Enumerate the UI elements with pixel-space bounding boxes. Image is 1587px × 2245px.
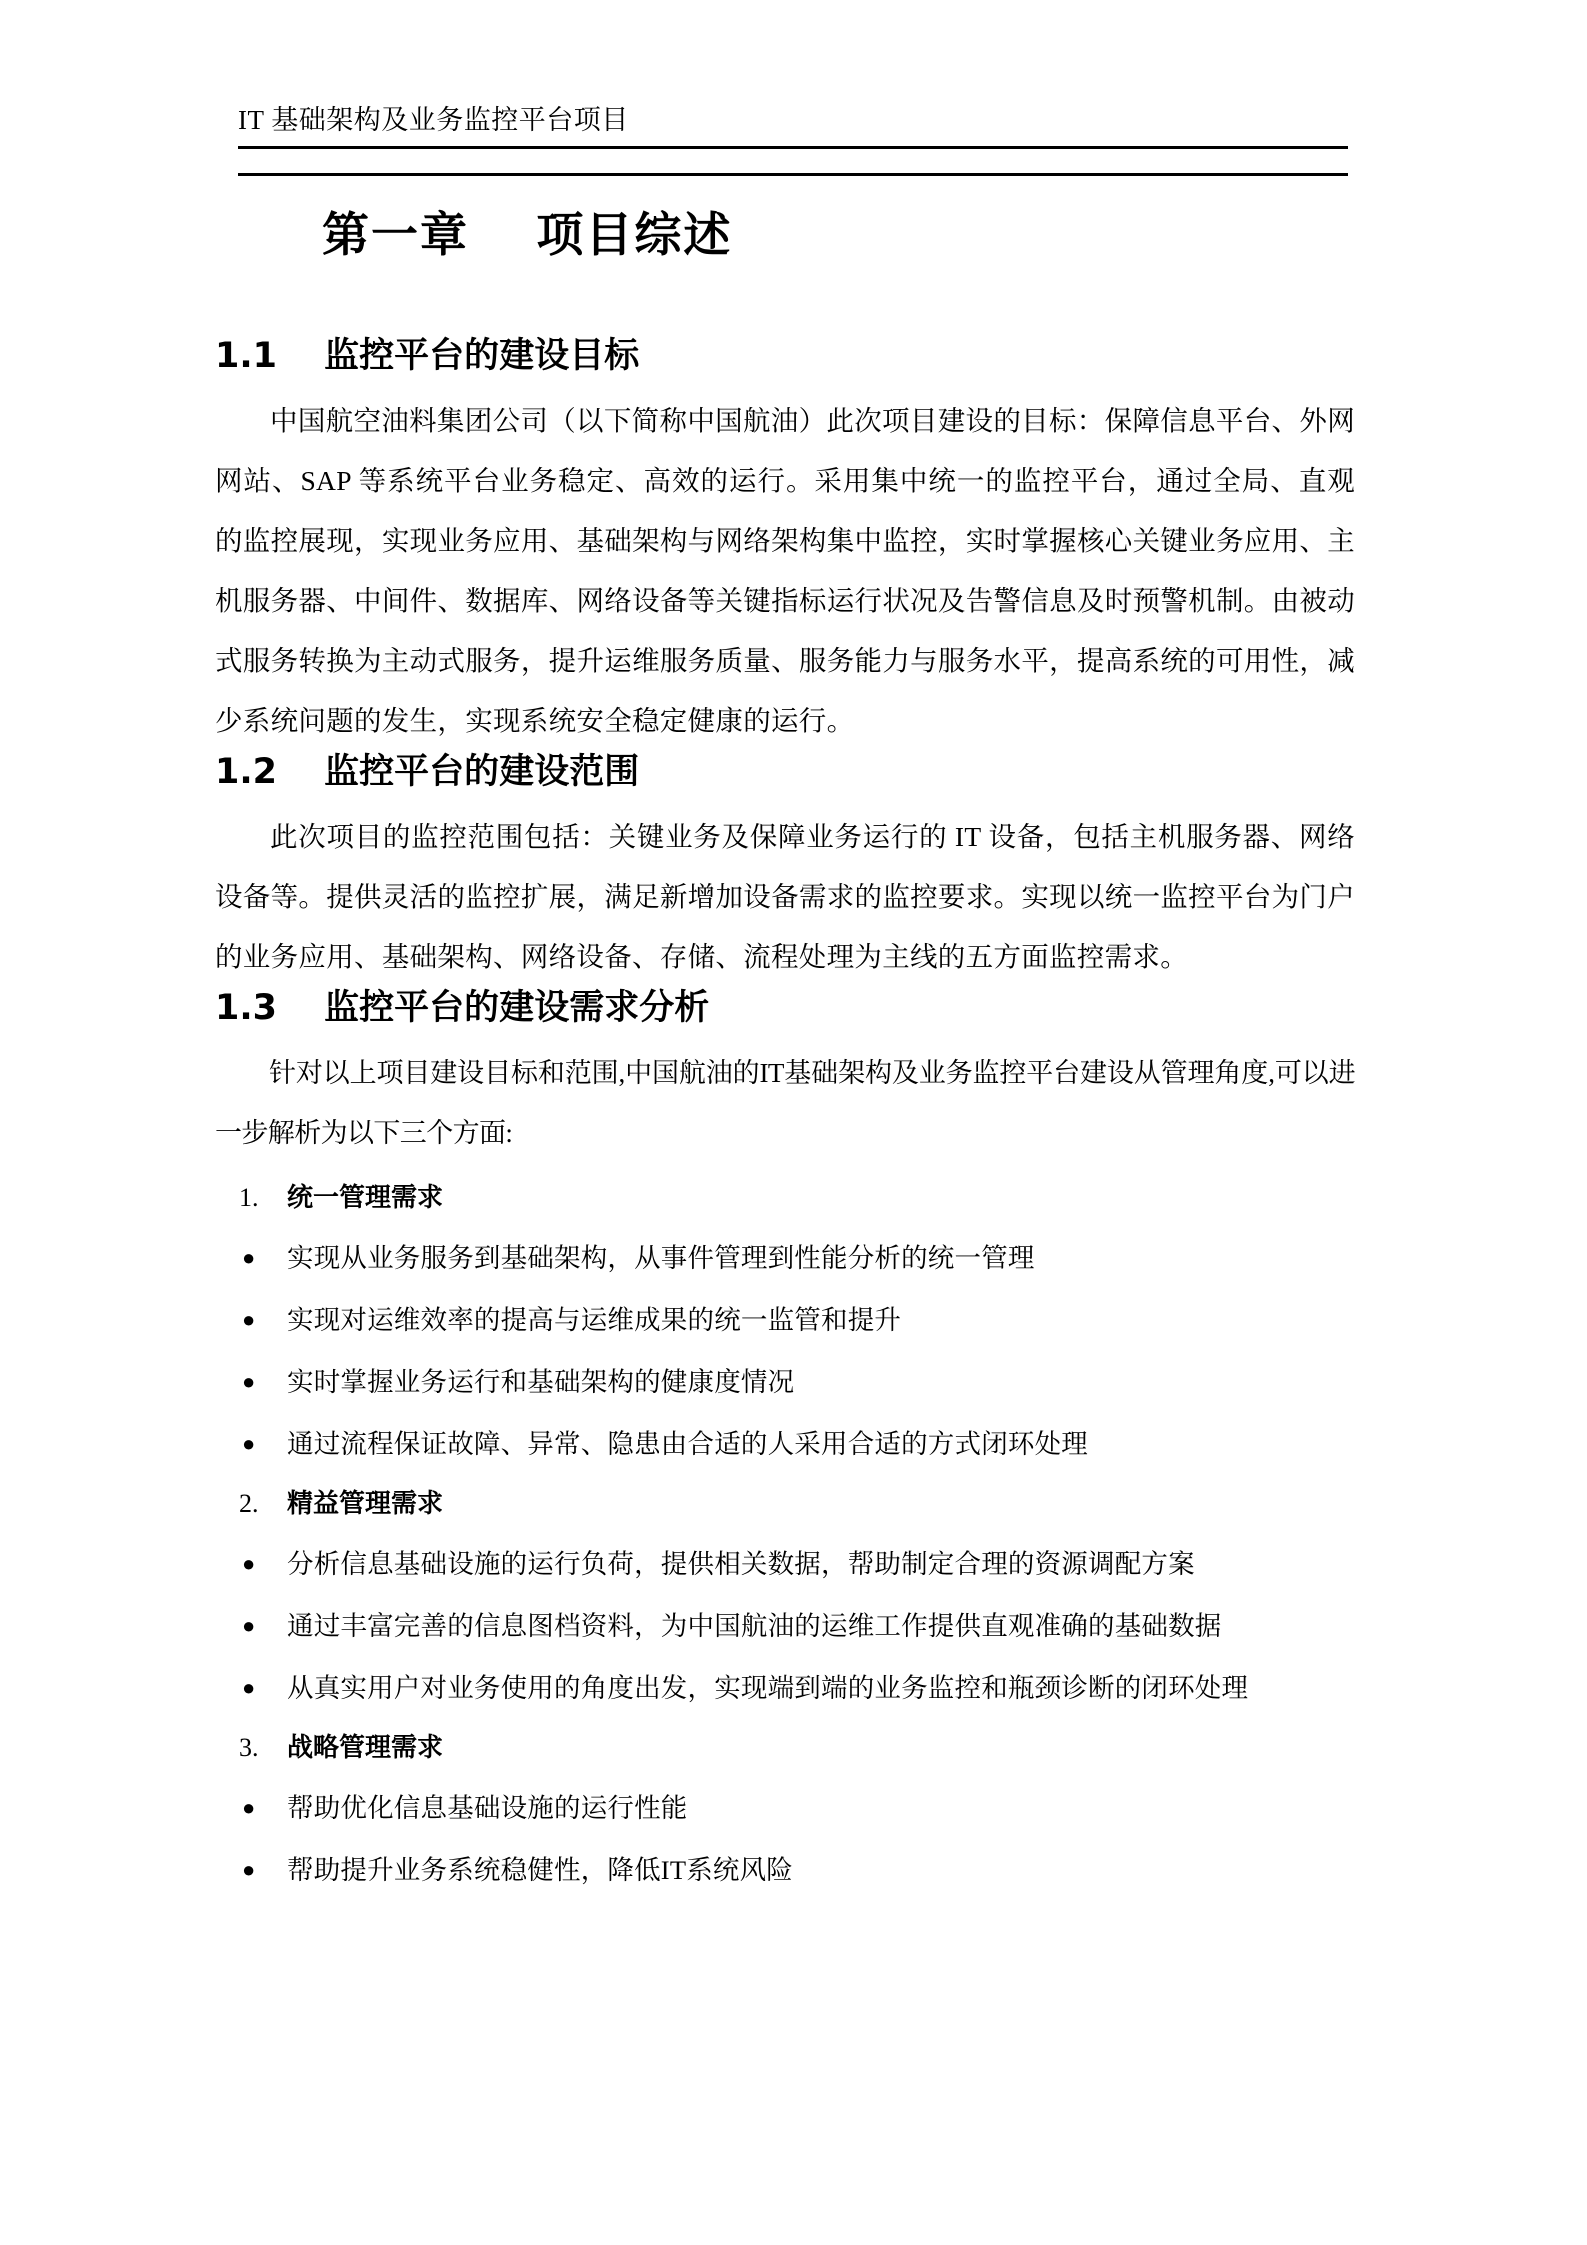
requirement-group-number: 3. <box>239 1733 259 1762</box>
requirement-bullet-text: 实现从业务服务到基础架构，从事件管理到性能分析的统一管理 <box>287 1243 1035 1273</box>
bullet-dot-icon: ● <box>242 1613 256 1638</box>
section-paragraph-1-2: 此次项目的监控范围包括：关键业务及保障业务运行的 IT 设备，包括主机服务器、网络设备等。提供灵活的监控扩展，满足新增加设备需求的监控要求。实现以统一监控平台为门户的业务应用、基础架构、网络设备、存储、流程处理为主线的五方面监控需求。 <box>215 821 1355 972</box>
requirement-group-title <box>239 1169 1355 1227</box>
requirement-bullet-item <box>242 1533 1355 1595</box>
chapter-title: 第一章 项目综述 <box>322 208 733 263</box>
header-title: IT 基础架构及业务监控平台项目 <box>238 105 629 135</box>
bullet-dot-icon: ● <box>242 1369 256 1394</box>
requirement-bullet-list <box>215 1533 1355 1719</box>
requirement-group <box>215 1719 1355 1901</box>
bullet-dot-icon: ● <box>242 1857 256 1882</box>
requirement-bullet-list <box>215 1777 1355 1901</box>
section-heading-1-3: 1.3 监控平台的建设需求分析 <box>215 988 710 1028</box>
header-rule-bottom <box>238 173 1348 176</box>
requirement-group-number: 1. <box>239 1183 259 1212</box>
requirement-bullet-item <box>242 1351 1355 1413</box>
bullet-dot-icon: ● <box>242 1307 256 1332</box>
requirement-bullet-text: 从真实用户对业务使用的角度出发，实现端到端的业务监控和瓶颈诊断的闭环处理 <box>287 1673 1249 1703</box>
section-paragraph-1-1: 中国航空油料集团公司（以下简称中国航油）此次项目建设的目标：保障信息平台、外网网站、SAP 等系统平台业务稳定、高效的运行。采用集中统一的监控平台，通过全局、直观的监控展现，实现业务应用、基础架构与网络架构集中监控，实时掌握核心关键业务应用、主机服务器、中间件、数据库、网络设备等关键指标运行状况及告警信息及时预警机制。由被动式服务转换为主动式服务，提升运维服务质量、服务能力与服务水平，提高系统的可用性，减少系统问题的发生，实现系统安全稳定健康的运行。 <box>215 405 1355 736</box>
requirement-group-title <box>239 1719 1355 1777</box>
section-paragraph-1-3: 针对以上项目建设目标和范围,中国航油的IT基础架构及业务监控平台建设从管理角度,可以进一步解析为以下三个方面: <box>215 1058 1355 1148</box>
requirement-bullet-list <box>215 1227 1355 1475</box>
document-body <box>215 335 1355 1901</box>
requirement-group-label: 战略管理需求 <box>287 1733 444 1763</box>
bullet-dot-icon: ● <box>242 1245 256 1270</box>
requirement-bullet-item <box>242 1657 1355 1719</box>
requirement-bullet-text: 实现对运维效率的提高与运维成果的统一监管和提升 <box>287 1305 902 1335</box>
bullet-dot-icon: ● <box>242 1795 256 1820</box>
requirement-group-label: 统一管理需求 <box>287 1183 444 1213</box>
requirement-bullet-text: 分析信息基础设施的运行负荷，提供相关数据，帮助制定合理的资源调配方案 <box>287 1549 1195 1579</box>
requirement-bullet-text: 帮助提升业务系统稳健性，降低IT系统风险 <box>287 1855 794 1885</box>
section-heading-1-1: 1.1 监控平台的建设目标 <box>215 336 640 376</box>
requirement-bullet-item <box>242 1227 1355 1289</box>
bullet-dot-icon: ● <box>242 1551 256 1576</box>
requirement-group <box>215 1169 1355 1475</box>
requirement-bullet-text: 通过丰富完善的信息图档资料，为中国航油的运维工作提供直观准确的基础数据 <box>287 1611 1222 1641</box>
requirement-bullet-text: 实时掌握业务运行和基础架构的健康度情况 <box>287 1367 795 1397</box>
header-rule-top <box>238 146 1348 149</box>
page-header <box>238 104 1348 176</box>
requirement-bullet-item <box>242 1839 1355 1901</box>
requirement-bullet-item <box>242 1777 1355 1839</box>
requirement-group-number: 2. <box>239 1489 259 1518</box>
requirement-bullet-text: 帮助优化信息基础设施的运行性能 <box>287 1793 688 1823</box>
requirement-group <box>215 1475 1355 1719</box>
bullet-dot-icon: ● <box>242 1675 256 1700</box>
requirement-group-title <box>239 1475 1355 1533</box>
requirement-bullet-item <box>242 1289 1355 1351</box>
requirement-group-label: 精益管理需求 <box>287 1489 444 1519</box>
requirement-group-list <box>215 1169 1355 1901</box>
bullet-dot-icon: ● <box>242 1431 256 1456</box>
requirement-bullet-text: 通过流程保证故障、异常、隐患由合适的人采用合适的方式闭环处理 <box>287 1429 1088 1459</box>
requirement-bullet-item <box>242 1413 1355 1475</box>
section-heading-1-2: 1.2 监控平台的建设范围 <box>215 752 640 792</box>
requirement-bullet-item <box>242 1595 1355 1657</box>
